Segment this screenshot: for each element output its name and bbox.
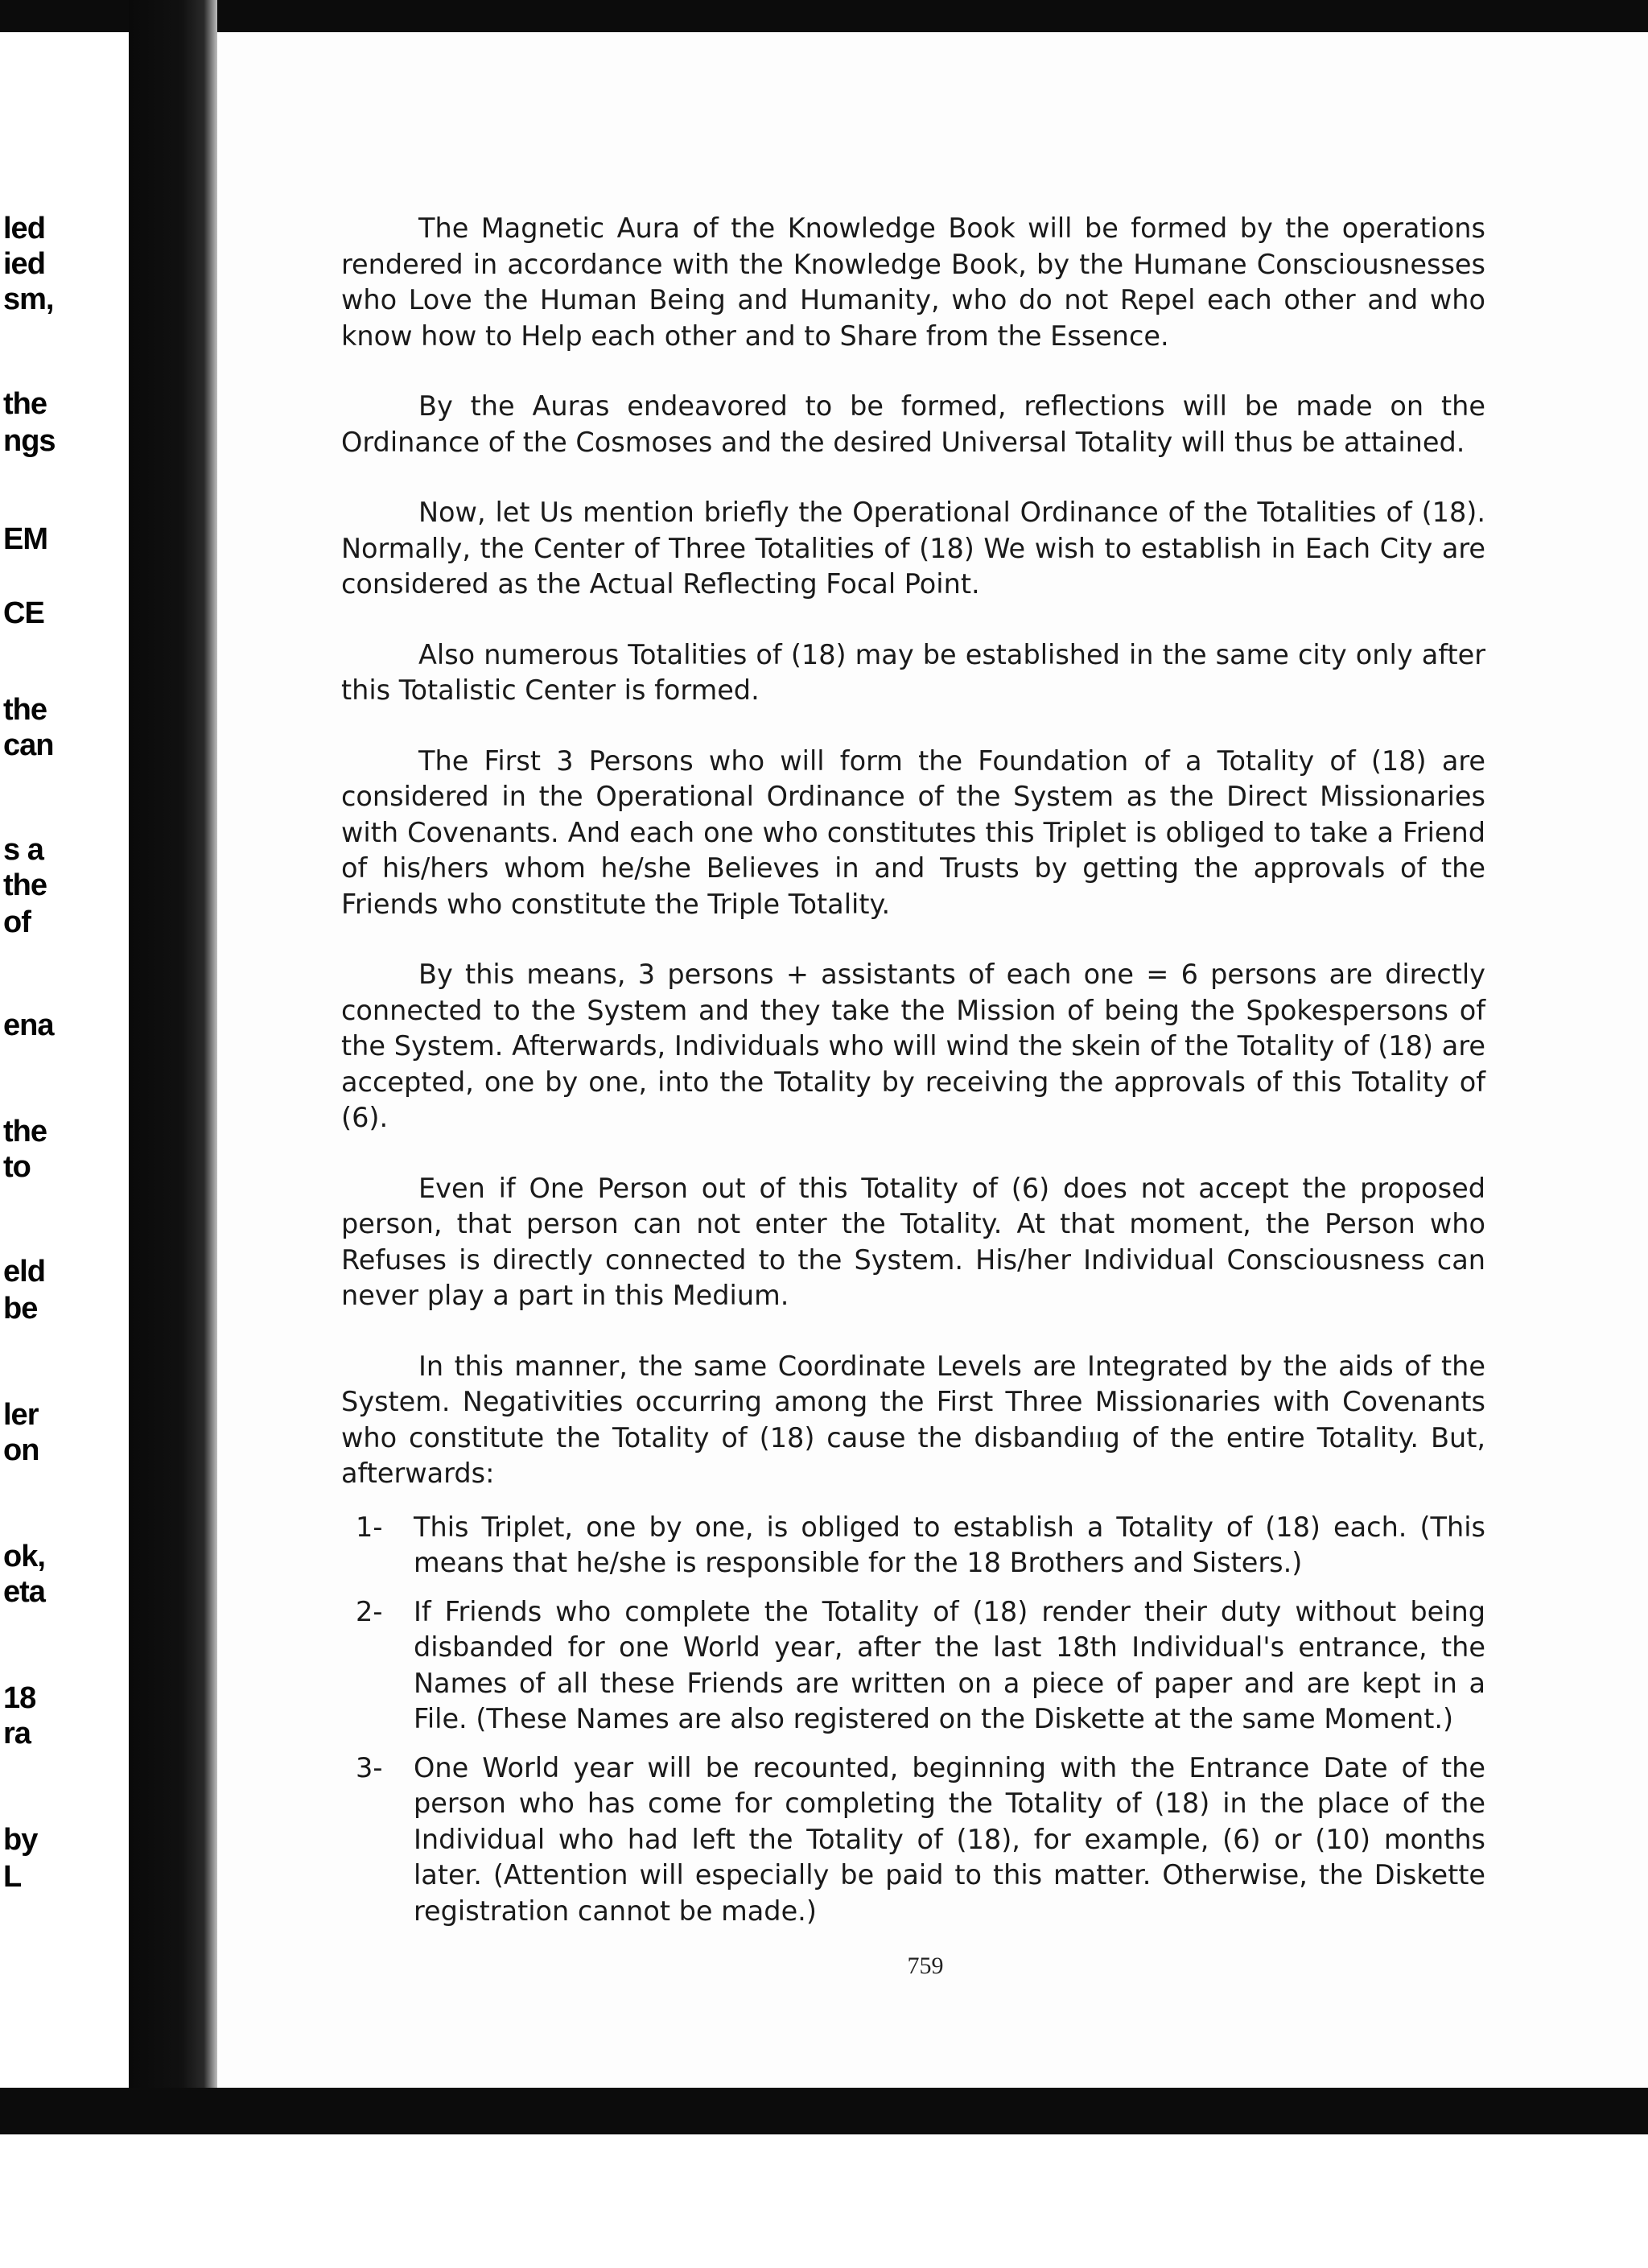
margin-fragment: to (3, 1150, 31, 1184)
margin-fragment: by (3, 1823, 38, 1857)
margin-fragment: of (3, 905, 31, 939)
numbered-list (341, 1510, 1485, 1930)
paragraph: In this manner, the same Coordinate Levels are Integrated by the aids of the System. Negativities occurring among the First Three Missionaries with Covenants who constitute the Totality of (18) cause the disbandiııg of the entire Totality. But, afterwards: (341, 1350, 1485, 1489)
list-item-text: One World year will be recounted, beginning with the Entrance Date of the person who has come for completing the Totality of (18) in the place of the Individual who had left the Totality of (18), for example, (6) or (10) months later. (Attention will especially be paid to this matter. Otherwise, the Diskette registration cannot be made.) (414, 1751, 1485, 1927)
list-item-number: 1- (356, 1511, 383, 1543)
facing-page-fragments (0, 0, 129, 2093)
margin-fragment: on (3, 1433, 39, 1467)
margin-fragment: ngs (3, 424, 56, 458)
margin-fragment: EM (3, 522, 47, 556)
margin-fragment: ok, (3, 1540, 45, 1573)
margin-fragment: eld (3, 1255, 45, 1289)
margin-fragment: the (3, 693, 47, 727)
page-body (341, 211, 1485, 1942)
list-item-text: This Triplet, one by one, is obliged to establish a Totality of (18) each. (This means that he/she is responsible for the 18 Brothers and Sisters.) (414, 1511, 1485, 1578)
list-item-number: 2- (356, 1595, 383, 1627)
list-item-number: 3- (356, 1751, 383, 1783)
margin-fragment: eta (3, 1575, 45, 1609)
margin-fragment: sm, (3, 282, 54, 316)
margin-fragment: the (3, 387, 47, 421)
margin-fragment: s a (3, 833, 43, 867)
margin-fragment: can (3, 728, 54, 762)
margin-fragment: led (3, 212, 45, 245)
margin-fragment: be (3, 1292, 38, 1326)
margin-fragment: CE (3, 596, 44, 630)
book-gutter-shadow (129, 0, 217, 2101)
margin-fragment: ena (3, 1008, 54, 1042)
paragraph: By this means, 3 persons + assistants of each one = 6 persons are directly connected to the System and they take the Mission of being the Spokespersons of the System. Afterwards, Individuals who will wind the skein of the Totality of (18) are accepted, one by one, into the Totality by receiving the approvals of this Totality of (6). (341, 959, 1485, 1133)
margin-fragment: 18 (3, 1681, 36, 1715)
paragraph: The First 3 Persons who will form the Foundation of a Totality of (18) are considered in the Operational Ordinance of the System as the Direct Missionaries with Covenants. And each one who constitutes this Triplet is obliged to take a Friend of his/hers whom he/she Believes in and Trusts by getting the approvals of the Friends who constitute the Triple Totality. (341, 744, 1485, 920)
paragraph: Even if One Person out of this Totality of (6) does not accept the proposed person, that person can not enter the Totality. At that moment, the Person who Refuses is directly connected to the System. His/her Individual Consciousness can never play a part in this Medium. (341, 1172, 1485, 1311)
page-number: 759 (907, 1953, 944, 1979)
list-item-text: If Friends who complete the Totality of (18) render their duty without being disbanded for one World year, after the last 18th Individual's entrance, the Names of all these Friends are written on a piece of paper and are kept in a File. (These Names are also registered on the Diskette at the same Moment.) (414, 1595, 1485, 1734)
margin-fragment: ra (3, 1717, 31, 1750)
paragraph: By the Auras endeavored to be formed, reflections will be made on the Ordinance of the Cosmoses and the desired Universal Totality will thus be attained. (341, 390, 1485, 458)
margin-fragment: ied (3, 247, 45, 281)
list-item (341, 1594, 1485, 1738)
scan-top-edge (0, 0, 1648, 32)
paragraph: The Magnetic Aura of the Knowledge Book will be formed by the operations rendered in accordance with the Knowledge Book, by the Humane Consciousnesses who Love the Human Being and Humanity, who do not Repel each other and who know how to Help each other and to Share from the Essence. (341, 212, 1485, 352)
margin-fragment: the (3, 1115, 47, 1148)
scan-bottom-edge (0, 2088, 1648, 2134)
margin-fragment: the (3, 868, 47, 902)
list-item (341, 1750, 1485, 1930)
list-item (341, 1510, 1485, 1581)
paragraph: Also numerous Totalities of (18) may be established in the same city only after this Totalistic Center is formed. (341, 638, 1485, 706)
margin-fragment: L (3, 1860, 22, 1894)
margin-fragment: ler (3, 1398, 39, 1432)
paragraph: Now, let Us mention briefly the Operational Ordinance of the Totalities of (18). Normally, the Center of Three Totalities of (18) We wish to establish in Each City are considered as the Actual Reflecting Focal Point. (341, 497, 1485, 600)
